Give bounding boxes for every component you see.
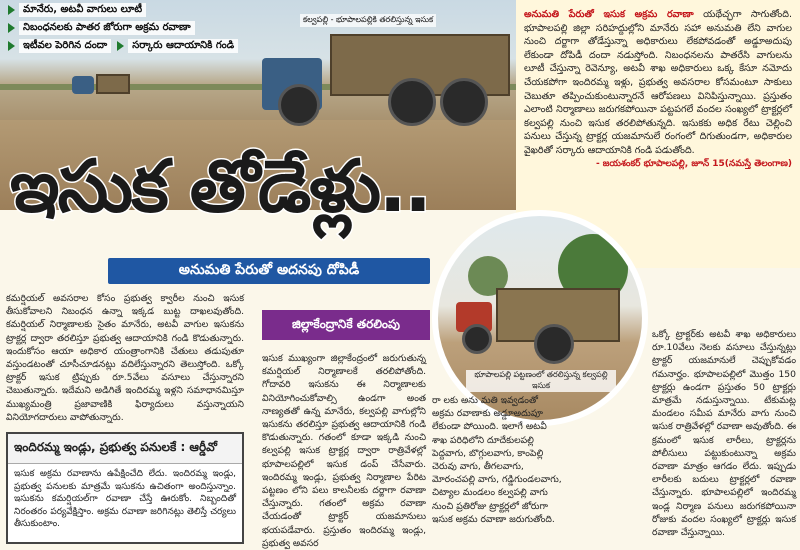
column-2: ఇసుక ముఖ్యంగా జిల్లాకేంద్రంలో జరుగుతున్న కమర్షియల్ నిర్మాణాలకే తరలిపోతోంది. గోదావరి ఇసుకను ఈ నిర్మాణాలకు వినియోగించుకోవాల్సి ఉండగా అంత నాణ్యతతో ఉన్న మానేరు, కల్వపల్లి వాగుల్లోని ఇసుకను తరలిస్తూ ప్రభుత్వ ఆదాయానికి గండి కొడుతున్నారు. గతంలో కూడా ఇక్కడి నుంచి కల్వపల్లి ఇసుక ట్రాక్టర్ల ద్వారా రాత్రివేళల్లో భూపాలపల్లిలో ఇసుక డంప్ చేసేవారు. ఇందిరమ్మ ఇండ్లు, ప్రభుత్వ నిర్మాణాల పేరిట పట్టణం లోని పలు కాలనీలకు దర్జాగా రవాణా చేస్తున్నారు. గతంలో అక్రమ రవాణా చేయడంతో ట్రాక్టర్ యజమానులు భయపడేవారు. ప్రస్తుతం ఇందిరమ్మ ఇండ్లు, ప్రభుత్వ అవసర <box>262 353 426 549</box>
circle-photo-caption: భూపాలపల్లి పట్టణంలో తరలిస్తున్న కల్వపల్లి ఇసుక <box>466 370 616 392</box>
bullet-item: ఇటీవల పెరిగిన దందా సర్కారు ఆదాయానికి గండి <box>8 38 308 53</box>
intro-lead: అనుమతి పేరుతో ఇసుక అక్రమ రవాణా <box>524 9 694 20</box>
bullet-item: మానేరు, అటవీ వాగులు లూటీ <box>8 2 308 17</box>
intro-text: యథేచ్ఛగా సాగుతోంది. భూపాలపల్లి జిల్లా సరిహద్దుల్లోని మానేరు సహా అనుమతి లేని వాగుల నుంచి దర్జాగా తోడేస్తున్నా అధికారులు లేకపోవడంతో అడ్డూఅదుపు లేకుండా దోపిడీ దందా నడుస్తోంది. నిబంధనలను పాతరేసి వాగులను లూటీ చేస్తున్నా రెవెన్యూ, అటవీ శాఖ అధికారులు ఒక్క కేసూ నమోదు చేయకపోగా ఇందిరమ్మ ఇళ్లు, ప్రభుత్వ అవసరాల కోసమంటూ సాకులు చెబుతూ తప్పించుకుంటున్నారనే ఆరోపణలు వినిపిస్తున్నాయి. ప్రస్తుతం ఎలాంటి నిర్మాణాలు జరుగకపోయినా పట్టపగలే వందల సంఖ్యలో ట్రాక్టర్లలో కల్వపల్లి నుంచి ఇసుక తరలిపోతున్నది. ఇసుకకు అధిక రేటు చెల్లించి పనులు చేస్తున్న ట్రాక్టర్ల యజమానులే రంగంలో దిగుతుండగా, అధికారుల వైఖరితో సర్కారు ఆదాయానికి గండి పడుతోంది. <box>524 9 792 156</box>
column-mid: రా లకు అను మతి ఇవ్వడంతో అక్రమ రవాణాకు అడ్డూఅదుపూ లేకుండా పోయింది. ఇలాగే అటవీ శాఖ పరిధిలోని దూదేకులపల్లి పెద్దవాగు, బొగ్గులవాగు, కాంపెల్లి చెరువు వాగు, తీగలవాగు, మోరంచపల్లి వాగు, గడ్డిగుండలవాగు, చిట్యాల మండలం కల్వపల్లి వాగు నుంచి ప్రతిరోజు ట్రాక్టర్లలో జోరుగా ఇసుక అక్రమ రవాణా జరుగుతోంది. <box>432 395 562 525</box>
photo-wheel-trailer <box>388 78 436 126</box>
subheadline: అనుమతి పేరుతో అదనపు దోపిడీ <box>108 258 430 284</box>
bullet-list <box>8 2 308 56</box>
column-1: కమర్షియల్ అవసరాల కోసం ప్రభుత్వ క్వారీల నుంచి ఇసుక తీసుకోవాలని నిబంధన ఉన్నా ఇక్కడ బుట్ట దాఖలవుతోంది. కమర్షియల్ నిర్మాణాలకు సైతం మానేరు, అటవీ వాగుల ఇసుకను ట్రాక్టర్ల ద్వారా తరలిస్తూ ప్రభుత్వ ఆదాయానికి గండి కొడుతున్నారు. ఇందుకోసం ఆయా అధికార యంత్రాంగానికి చేతులు తడుపుతూ వస్తుండటంతో చూసీచూడనట్లు వదిలేస్తున్నారని తెలుస్తోంది. ఒక్కో ట్రాక్టర్ ఇసుక ట్రిప్పుకు రూ.5వేలు వసూలు చేస్తున్నారని చెబుతున్నారు. ఇదేమని అడిగితే ఇందిరమ్మ ఇళ్లని సమాధానమిస్తూ ముఖ్యమంత్రి ప్రజావాణికి ఫిర్యాదులు వస్తున్నాయని వినియోగదారులు వాపోతున్నారు. <box>6 293 244 423</box>
photo-far-trailer <box>96 74 130 94</box>
photo-wheel-trailer2 <box>440 78 488 126</box>
column-3: ఒక్కో ట్రాక్టర్‌కు అటవీ శాఖ అధికారులు రూ.10వేలు నెలకు వసూలు చేస్తున్నట్లు ట్రాక్టర్ యజమానులే చెప్పుకోవడం గమనార్హం. భూపాలపల్లిలో మొత్తం 150 ట్రాక్టర్లు ఉండగా ప్రస్తుతం 50 ట్రాక్టర్లు మాత్రమే నడుస్తున్నాయి. టేకుమట్ల మండలం సమీప మానేరు వాగు నుంచి ఇసుక రాత్రివేళల్లో రవాణా అవుతోంది. ఈ క్రమంలో ఇసుక లారీలు, ట్రాక్టర్లను పోలీసులు పట్టుకుంటున్నా అక్రమ రవాణా మాత్రం ఆగడం లేదు. ఇప్పుడు లారీలకు బదులు ట్రాక్టర్లలో రవాణా చేస్తున్నారు. భూపాలపల్లిలో ఇందిరమ్మ ఇండ్ల నిర్మాణ పనులు జరుగకపోయినా రోజుకు వందల సంఖ్యలో ట్రాక్టర్లు ఇసుక రవాణా చేస్తున్నాయి. <box>652 329 796 539</box>
rdo-quote-box <box>6 432 244 544</box>
triangle-bullet-icon <box>117 41 124 51</box>
photo-caption: కల్వపల్లి - భూపాలపల్లికి తరలిస్తున్న ఇసుక <box>300 14 436 27</box>
circle-wheel <box>534 324 574 364</box>
headline: ఇసుక తోడేళ్లు.. <box>10 144 430 228</box>
photo-wheel-rear <box>278 84 320 126</box>
photo-far-tractor <box>72 76 94 94</box>
quote-text: ఇసుక అక్రమ రవాణాను ఉపేక్షించేది లేదు. ఇందిరమ్మ ఇండ్లు, ప్రభుత్వ పనులకు మాత్రమే ఇసుకను ఉచితంగా అందిస్తున్నాం. ఇసుకను కమర్షియల్‌గా రవాణా చేస్తే ఊరుకోం. నిబ్బందితో నిరంతరం పర్యవేక్షిస్తాం. అక్రమ రవాణా జరిగినట్లు తెలిస్తే చర్యలు తీసుకుంటాం. <box>14 469 236 530</box>
byline: - జయశంకర్ భూపాలపల్లి, జూన్ 15(నమస్తే తెలంగాణ) <box>595 158 792 169</box>
triangle-bullet-icon <box>8 5 15 15</box>
section-heading: జిల్లాకేంద్రానికే తరలింపు <box>262 310 430 340</box>
triangle-bullet-icon <box>8 41 15 51</box>
triangle-bullet-icon <box>8 23 15 33</box>
quote-heading: ఇందిరమ్మ ఇండ్లు, ప్రభుత్వ పనులకే : ఆర్డీవో <box>8 434 242 464</box>
circle-wheel <box>462 324 492 354</box>
bullet-item: నిబంధనలకు పాతర జోరుగా అక్రమ రవాణా <box>8 20 308 35</box>
